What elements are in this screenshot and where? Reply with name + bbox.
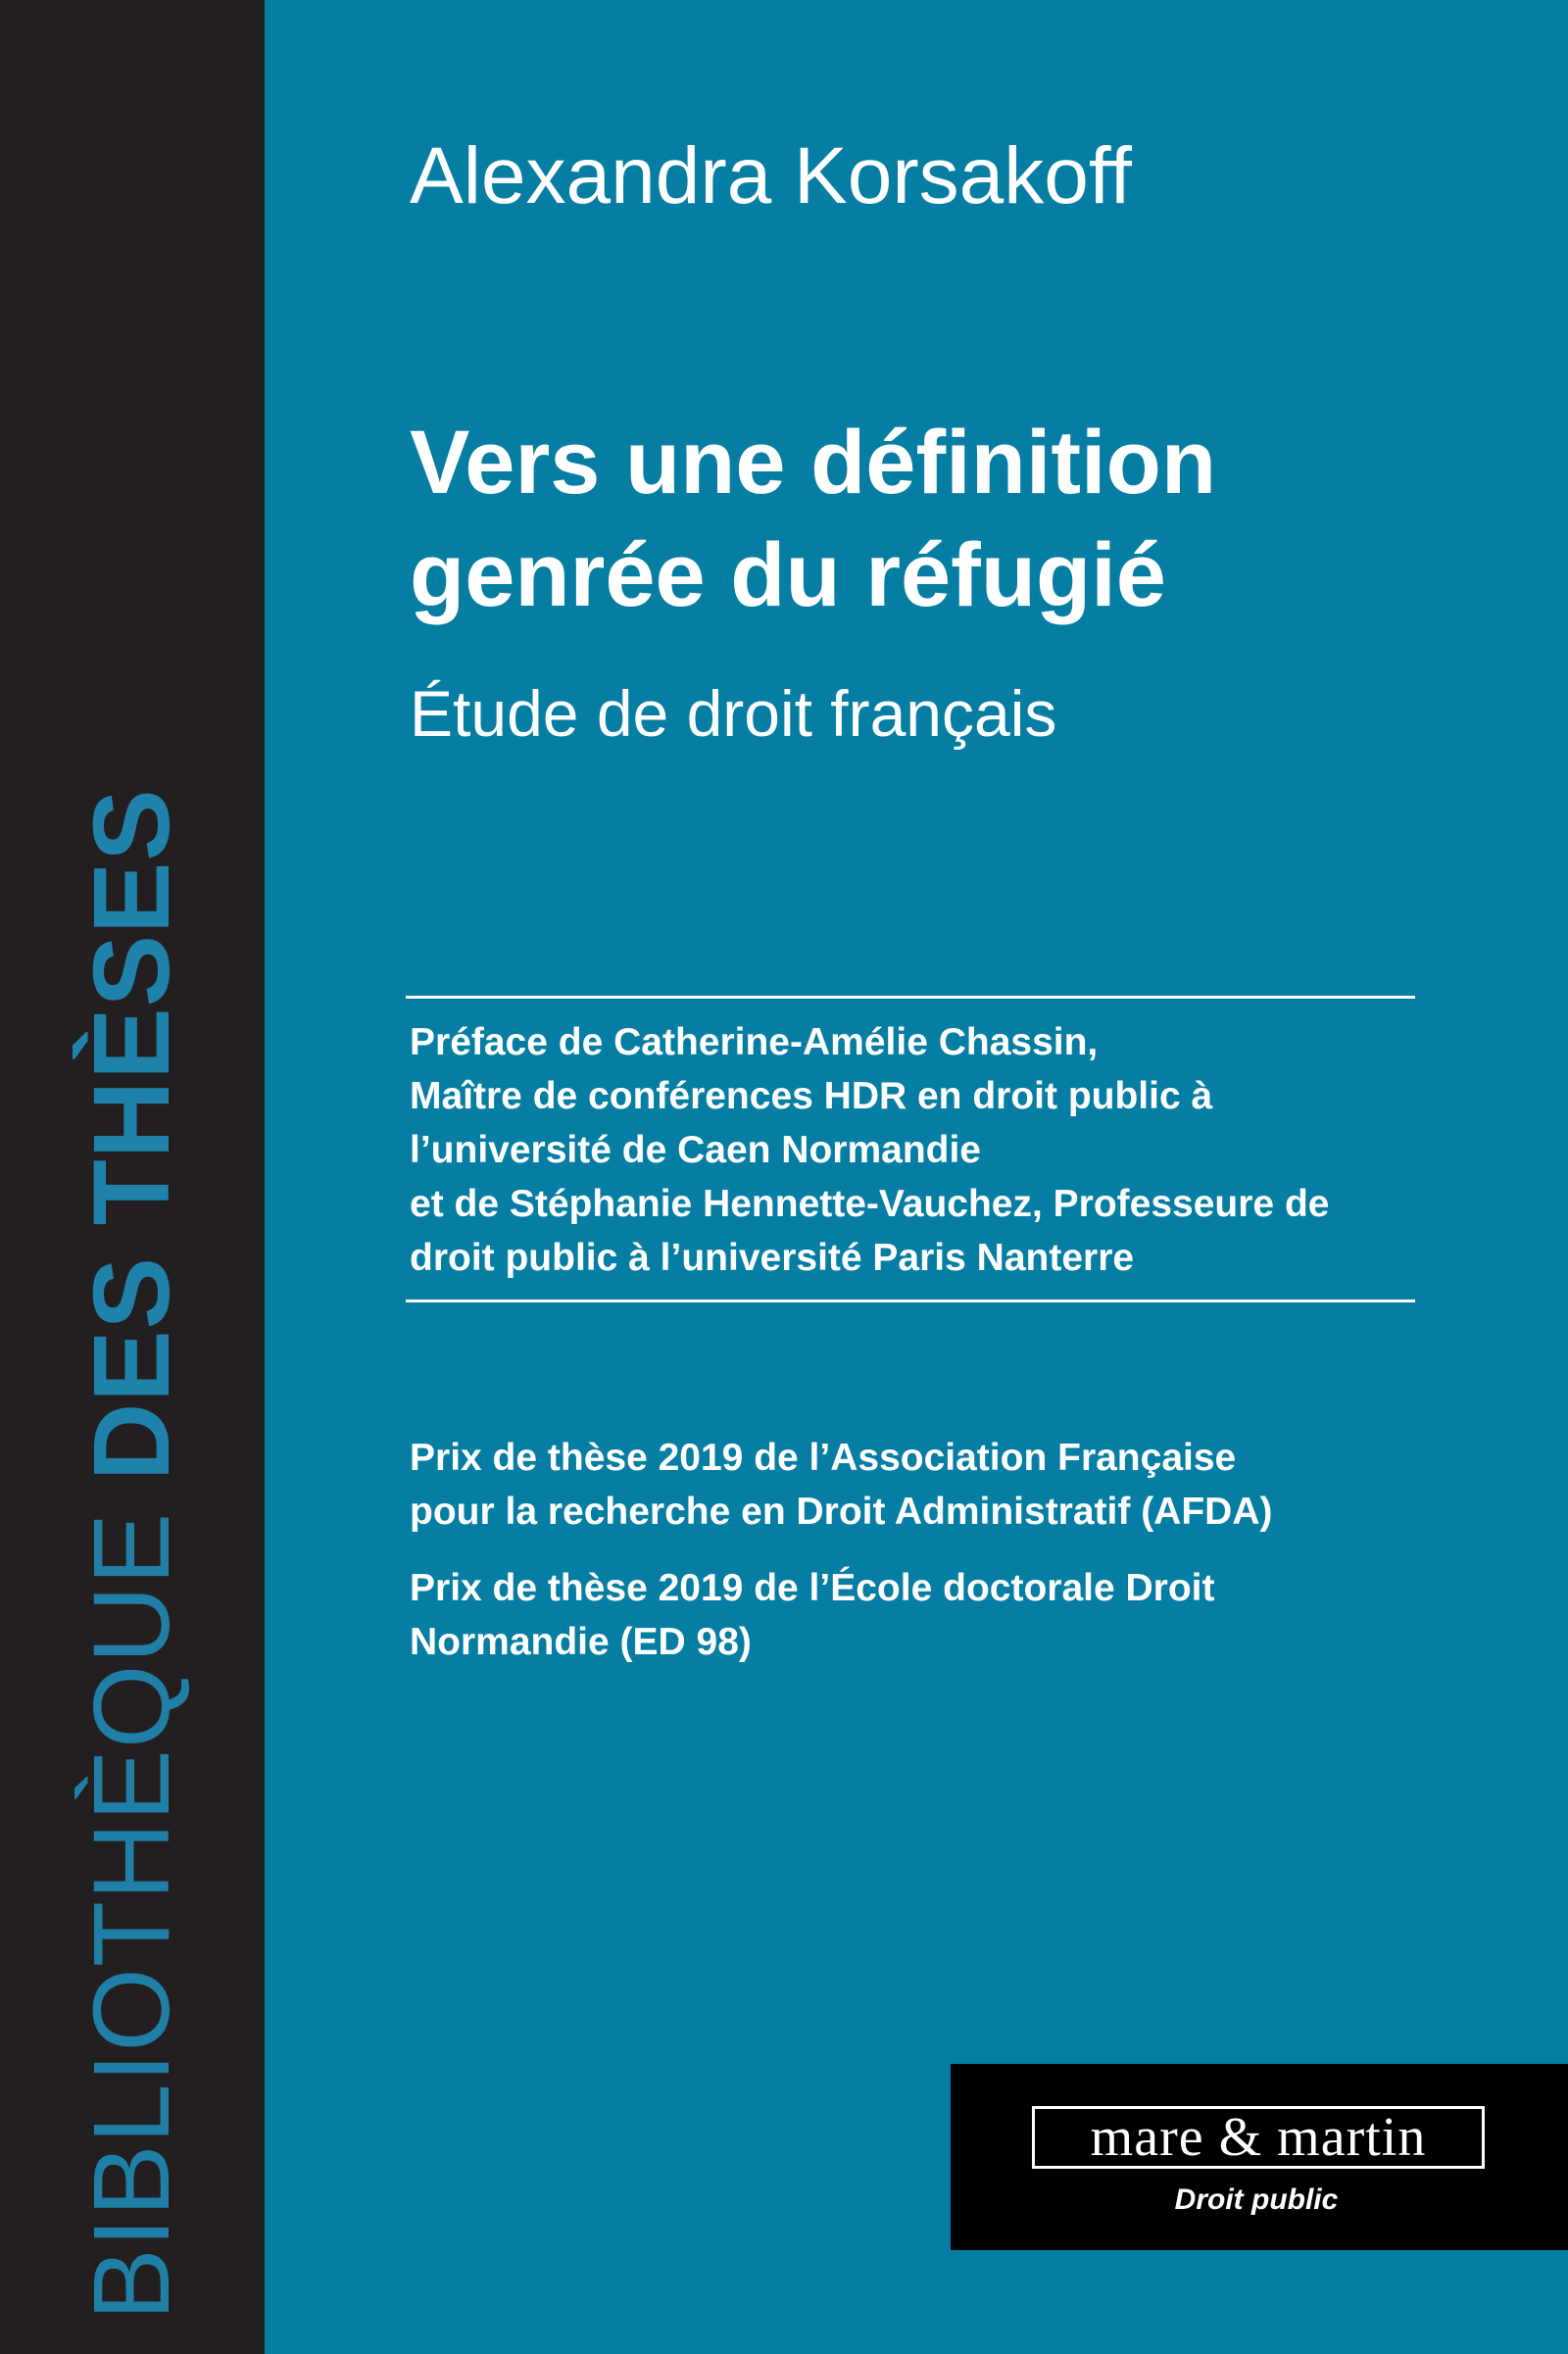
prize-spacer: [410, 1539, 1488, 1561]
prize-ed98-line-2: Normandie (ED 98): [410, 1621, 752, 1663]
publisher-name: mare & martin: [1090, 2107, 1427, 2168]
preface-block: [410, 1015, 1448, 1285]
preface-line: et de Stéphanie Hennette-Vauchez, Professeure de: [410, 1183, 1330, 1225]
prize-ed98-line-1: Prix de thèse 2019 de l’École doctorale Droit: [410, 1567, 1215, 1609]
preface-line: Préface de Catherine-Amélie Chassin,: [410, 1021, 1099, 1063]
preface-line: l’université de Caen Normandie: [410, 1129, 982, 1171]
prize-afda-line-2: pour la recherche en Droit Administratif (AFDA): [410, 1491, 1273, 1533]
publisher-logo-block: [951, 2064, 1568, 2250]
series-label-bold: DES THÈSES: [72, 788, 192, 1482]
prize-afda-line-1: Prix de thèse 2019 de l’Association Française: [410, 1437, 1237, 1479]
publisher-logo-frame: [1032, 2106, 1485, 2169]
book-subtitle: Étude de droit français: [410, 677, 1057, 750]
preface-bottom-divider: [406, 1300, 1415, 1302]
preface-top-divider: [406, 996, 1415, 999]
preface-line: droit public à l’université Paris Nanterre: [410, 1237, 1135, 1279]
author-name: Alexandra Korsakoff: [410, 131, 1132, 221]
book-title-line-2: genrée du réfugié: [410, 525, 1166, 625]
prizes-block: [410, 1431, 1488, 1669]
book-title-line-1: Vers une définition: [410, 413, 1217, 513]
series-label: [72, 788, 192, 2321]
series-label-light: BIBLIOTHÈQUE: [72, 1511, 192, 2321]
book-title: [410, 407, 1488, 632]
publisher-series: Droit public: [1174, 2183, 1339, 2216]
cover-spine-band: [0, 0, 265, 2354]
preface-line: Maître de conférences HDR en droit public à: [410, 1075, 1213, 1117]
